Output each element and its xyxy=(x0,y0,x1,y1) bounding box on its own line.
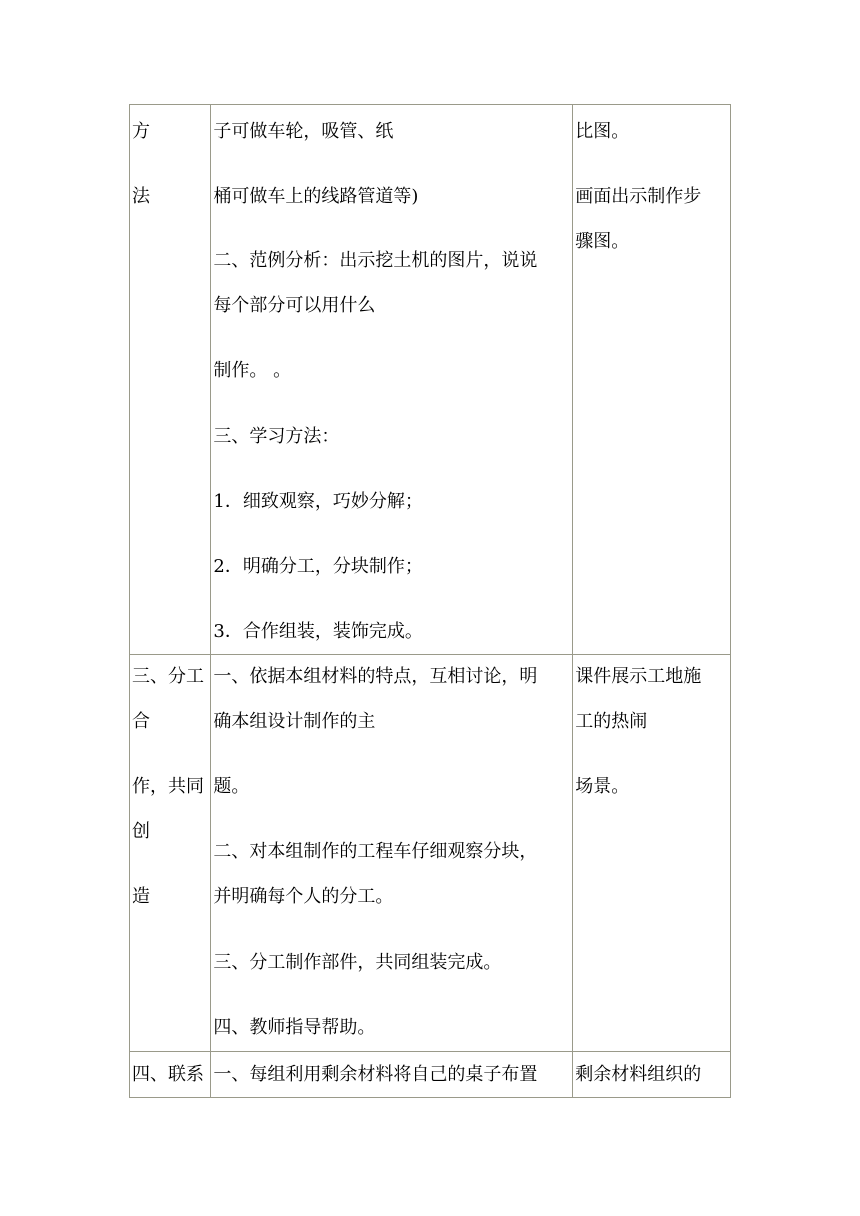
stage-text: 作，共同 xyxy=(132,776,204,797)
media-text: 场景。 xyxy=(575,776,630,797)
stage-text: 创 xyxy=(132,821,150,842)
stage-text: 四、联系 xyxy=(132,1064,204,1085)
stage-text: 合 xyxy=(132,711,150,732)
activity-text: 1．细致观察，巧妙分解； xyxy=(213,491,423,512)
activity-text: 制作。 。 xyxy=(213,360,292,381)
stage-text: 方 xyxy=(132,121,150,142)
activity-cell xyxy=(211,655,573,1052)
activity-text: 一、每组利用剩余材料将自己的桌子布置 xyxy=(213,1064,538,1085)
activity-text: 3．合作组装，装饰完成。 xyxy=(213,621,423,642)
stage-text: 造 xyxy=(132,886,150,907)
media-text: 课件展示工地施 xyxy=(575,666,702,687)
media-text: 剩余材料组织的 xyxy=(575,1064,702,1085)
media-text: 比图。 xyxy=(575,121,630,142)
media-text: 工的热闹 xyxy=(575,711,648,732)
activity-text: 每个部分可以用什么 xyxy=(213,295,376,316)
lesson-plan-table xyxy=(129,104,731,1098)
activity-text: 并明确每个人的分工。 xyxy=(213,886,394,907)
activity-cell xyxy=(211,105,573,655)
activity-text: 桶可做车上的线路管道等) xyxy=(213,186,419,207)
activity-cell xyxy=(211,1052,573,1098)
media-cell xyxy=(573,655,731,1052)
stage-cell xyxy=(130,105,211,655)
table-row xyxy=(130,105,731,655)
stage-text: 三、分工 xyxy=(132,666,204,687)
activity-text: 二、范例分析：出示挖土机的图片，说说 xyxy=(213,250,538,271)
activity-text: 三、学习方法： xyxy=(213,426,340,447)
activity-text: 二、对本组制作的工程车仔细观察分块， xyxy=(213,841,538,862)
activity-text: 一、依据本组材料的特点，互相讨论，明 xyxy=(213,666,538,687)
media-text: 骤图。 xyxy=(575,231,630,252)
media-text: 画面出示制作步 xyxy=(575,186,702,207)
table-row xyxy=(130,655,731,1052)
media-cell xyxy=(573,105,731,655)
media-cell xyxy=(573,1052,731,1098)
table-row xyxy=(130,1052,731,1098)
activity-text: 2．明确分工，分块制作； xyxy=(213,556,423,577)
stage-cell xyxy=(130,1052,211,1098)
stage-cell xyxy=(130,655,211,1052)
stage-text: 法 xyxy=(132,186,150,207)
activity-text: 确本组设计制作的主 xyxy=(213,711,376,732)
activity-text: 子可做车轮，吸管、纸 xyxy=(213,121,394,142)
activity-text: 题。 xyxy=(213,776,250,797)
activity-text: 四、教师指导帮助。 xyxy=(213,1017,376,1038)
activity-text: 三、分工制作部件，共同组装完成。 xyxy=(213,952,502,973)
